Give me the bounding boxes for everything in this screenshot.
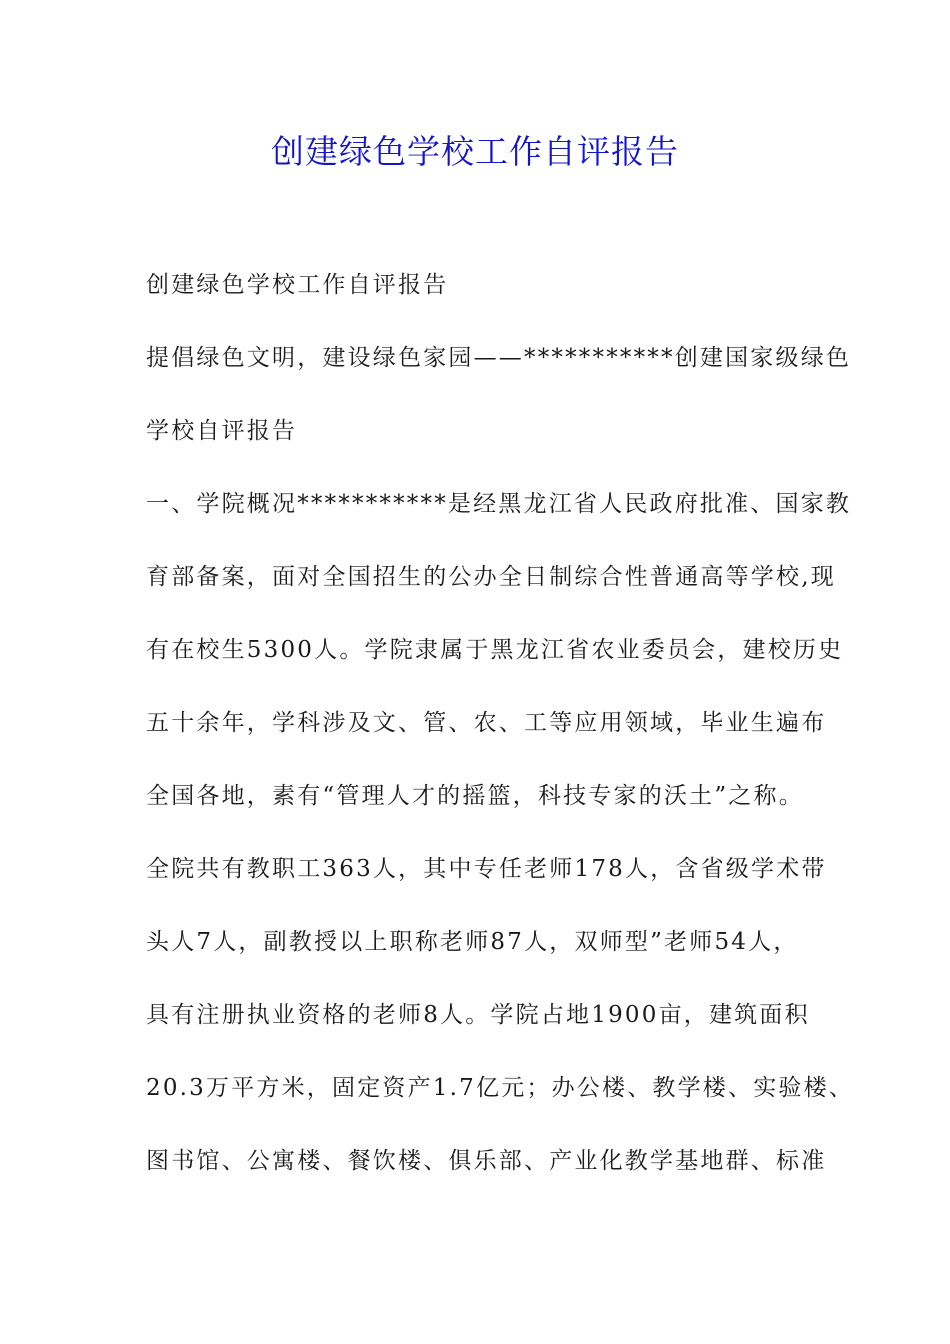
body-line: 有在校生5300人。学院隶属于黑龙江省农业委员会，建校历史 <box>146 637 844 663</box>
body-line: 一、学院概况***********是经黑龙江省人民政府批准、国家教 <box>146 491 852 517</box>
body-line: 具有注册执业资格的老师8人。学院占地1900亩，建筑面积 <box>146 1002 810 1028</box>
body-line: 提倡绿色文明，建设绿色家园——***********创建国家级绿色 <box>146 345 852 371</box>
document-body <box>146 262 854 1211</box>
body-line: 20.3万平方米，固定资产1.7亿元；办公楼、教学楼、实验楼、 <box>146 1075 854 1101</box>
body-line: 五十余年，学科涉及文、管、农、工等应用领域，毕业生遍布 <box>146 710 827 736</box>
document-title: 创建绿色学校工作自评报告 <box>271 132 679 171</box>
body-line: 育部备案，面对全国招生的公办全日制综合性普通高等学校,现 <box>146 564 836 590</box>
body-line: 头人7人，副教授以上职称老师87人，双师型”老师54人， <box>146 929 799 955</box>
body-line: 创建绿色学校工作自评报告 <box>146 272 449 298</box>
body-line: 全国各地，素有“管理人才的摇篮，科技专家的沃土”之称。 <box>146 783 804 809</box>
body-line: 学校自评报告 <box>146 418 298 444</box>
body-line: 图书馆、公寓楼、餐饮楼、俱乐部、产业化教学基地群、标准 <box>146 1148 827 1174</box>
body-line: 全院共有教职工363人，其中专任老师178人，含省级学术带 <box>146 856 827 882</box>
